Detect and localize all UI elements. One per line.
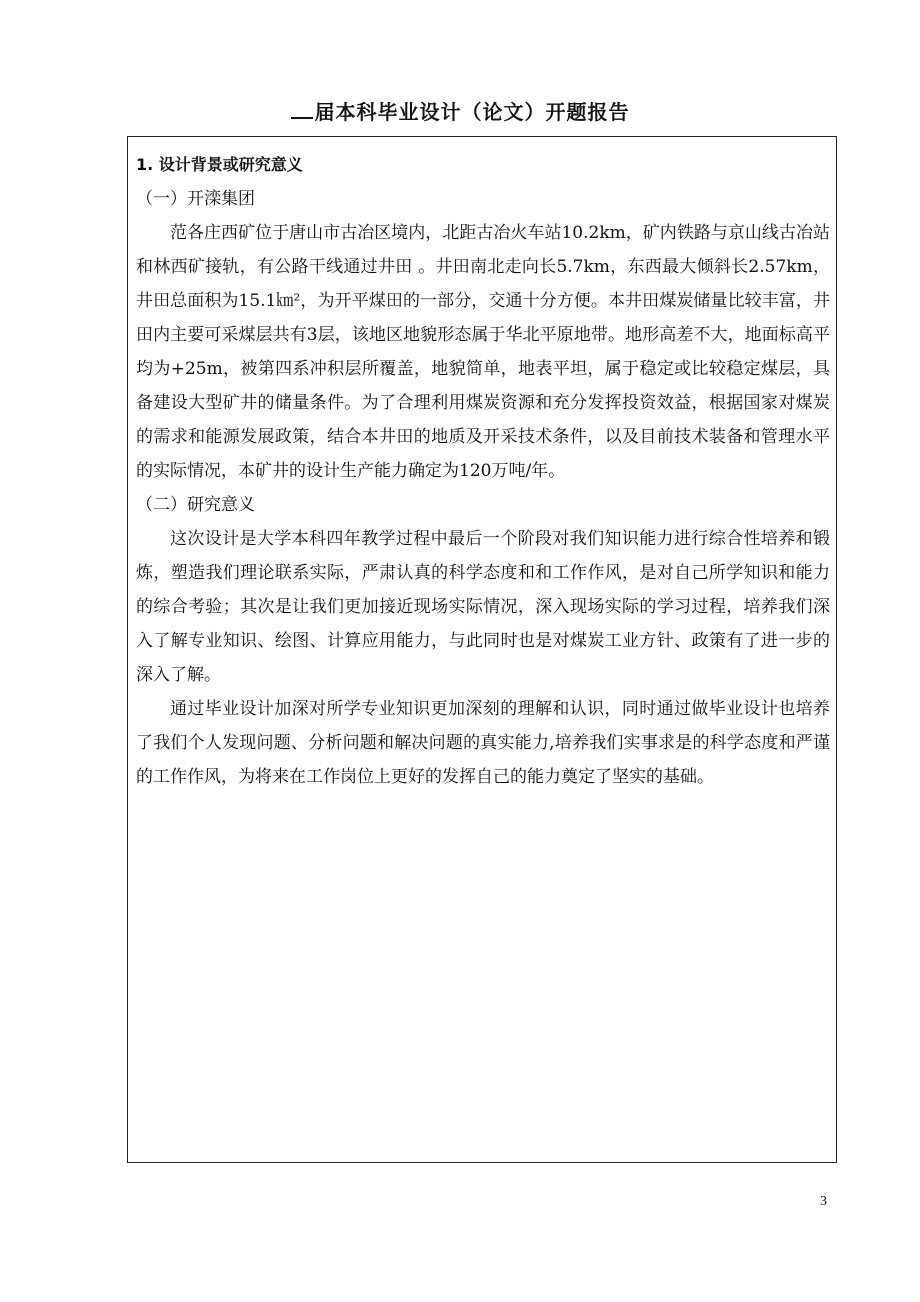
paragraph-2: 这次设计是大学本科四年教学过程中最后一个阶段对我们知识能力进行综合性培养和锻炼，塑造我们理论联系实际，严肃认真的科学态度和和工作作风，是对自己所学知识和能力的综合考验；其次是让我们更加接近现场实际情况，深入现场实际的学习过程，培养我们深入了解专业知识、绘图、计算应用能力，与此同时也是对煤炭工业方针、政策有了进一步的深入了解。 [136, 529, 830, 685]
section-heading: 1. 设计背景或研究意义 [136, 155, 303, 174]
subsection-heading-1: （一）开滦集团 [136, 189, 255, 209]
title-blank-underline [291, 99, 313, 119]
paragraph-1: 范各庄西矿位于唐山市古冶区境内，北距古冶火车站10.2km，矿内铁路与京山线古冶站和林西矿接轨，有公路干线通过井田 。井田南北走向长5.7km，东西最大倾斜长2.57km，井田总面积为15.1㎞²，为开平煤田的一部分，交通十分方便。本井田煤炭储量比较丰富，井田内主要可采煤层共有3层，该地区地貌形态属于华北平原地带。地形高差不大，地面标高平均为+25m，被第四系冲积层所覆盖，地貌简单，地表平坦，属于稳定或比较稳定煤层，具备建设大型矿井的储量条件。为了合理利用煤炭资源和充分发挥投资效益，根据国家对煤炭的需求和能源发展政策，结合本井田的地质及开采技术条件，以及目前技术装备和管理水平的实际情况，本矿井的设计生产能力确定为120万吨/年。 [136, 223, 830, 481]
paragraph-3: 通过毕业设计加深对所学专业知识更加深刻的理解和认识，同时通过做毕业设计也培养了我们个人发现问题、分析问题和解决问题的真实能力,培养我们实事求是的科学态度和严谨的工作作风，为将来在工作岗位上更好的发挥自己的能力奠定了坚实的基础。 [136, 699, 830, 787]
title-text: 届本科毕业设计（论文）开题报告 [314, 100, 630, 124]
page-title [0, 96, 920, 125]
report-content [136, 148, 830, 794]
subsection-heading-2: （二）研究意义 [136, 495, 255, 515]
page-number: 3 [820, 1194, 827, 1209]
